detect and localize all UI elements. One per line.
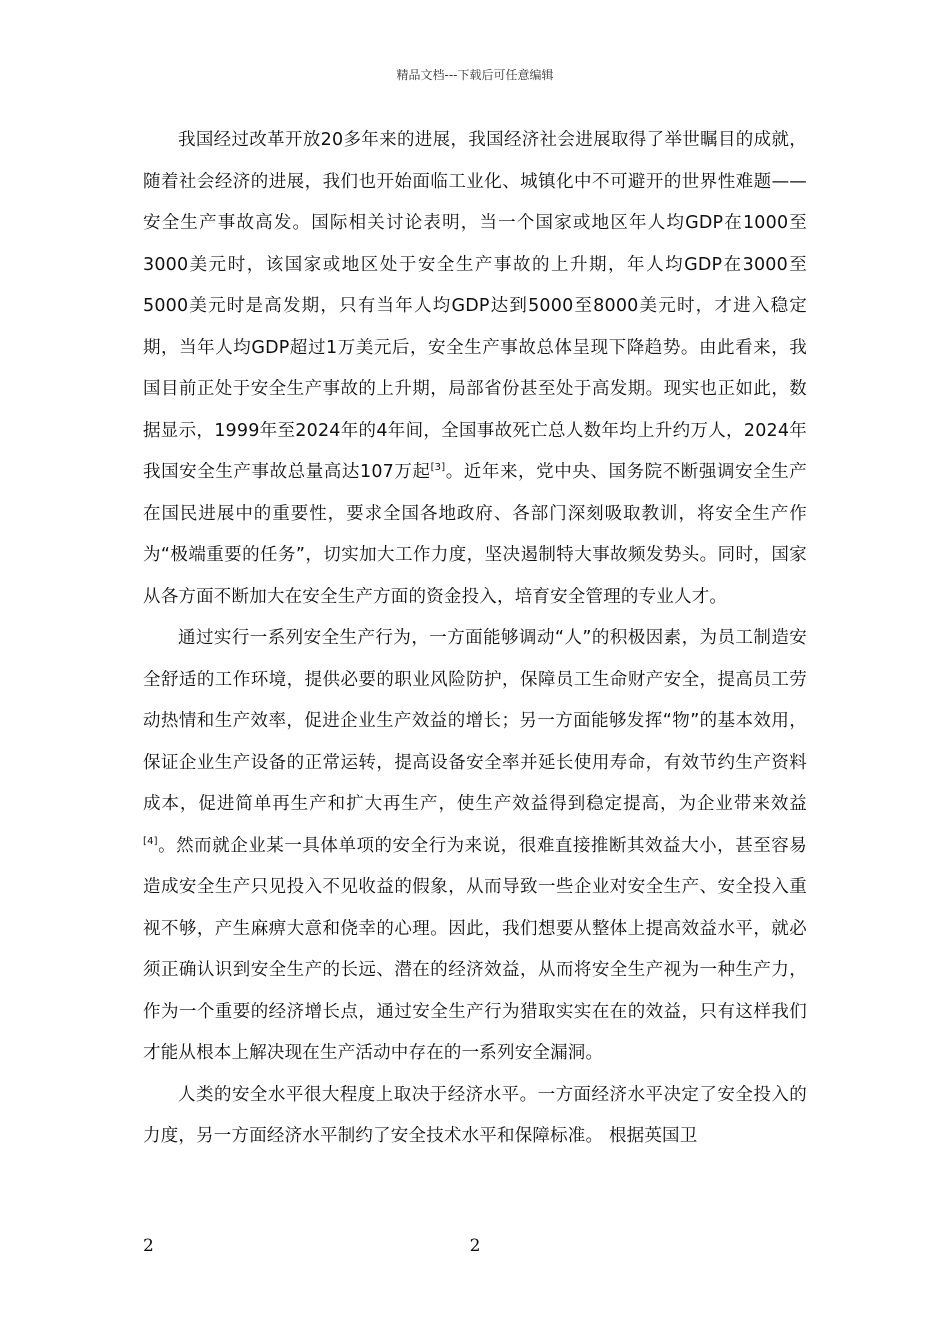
paragraph-2-text-a: 通过实行一系列安全生产行为，一方面能够调动“人”的积极因素，为员工制造安全舒适的工作环境，提供必要的职业风险防护，保障员工生命财产安全，提高员工劳动热情和生产效率，促进企业生产效益的增长；另一方面能够发挥“物”的基本效用，保证企业生产设备的正常运转，提高设备安全率并延长使用寿命，有效节约生产资料成本，促进简单再生产和扩大再生产，使生产效益得到稳定提高，为企业带来效益 bbox=[143, 628, 807, 814]
paragraph-2 bbox=[143, 618, 807, 1075]
body-text bbox=[143, 120, 807, 1158]
paragraph-3-text: 人类的安全水平很大程度上取决于经济水平。一方面经济水平决定了安全投入的力度，另一方面经济水平制约了安全技术水平和保障标准。 根据英国卫 bbox=[143, 1084, 807, 1146]
paragraph-3 bbox=[143, 1075, 807, 1158]
paragraph-1-text-b: 。近年来，党中央、国务院不断强调安全生产在国民进展中的重要性，要求全国各地政府、各部门深刻吸取教训，将安全生产作为“极端重要的任务”，切实加大工作力度，坚决遏制特大事故频发势头。同时，国家从各方面不断加大在安全生产方面的资金投入，培育安全管理的专业人才。 bbox=[143, 462, 807, 607]
footer-page-number-center: 2 bbox=[469, 1236, 481, 1256]
citation-3: [3] bbox=[430, 462, 446, 473]
citation-4: [4] bbox=[143, 835, 158, 847]
paragraph-2-text-b: 。然而就企业某一具体单项的安全行为来说，很难直接推断其效益大小，甚至容易造成安全生产只见投入不见收益的假象，从而导致一些企业对安全生产、安全投入重视不够，产生麻痹大意和侥幸的心理。因此，我们想要从整体上提高效益水平，就必须正确认识到安全生产的长远、潜在的经济效益，从而将安全生产视为一种生产力，作为一个重要的经济增长点，通过安全生产行为猎取实实在在的效益，只有这样我们才能从根本上解决现在生产活动中存在的一系列安全漏洞。 bbox=[143, 835, 807, 1063]
page-header: 精品文档---下载后可任意编辑 bbox=[396, 68, 554, 82]
paragraph-1-text-a: 我国经过改革开放20多年来的进展，我国经济社会进展取得了举世瞩目的成就，随着社会经济的进展，我们也开始面临工业化、城镇化中不可避开的世界性难题——安全生产事故高发。国际相关讨论表明，当一个国家或地区年人均GDP在1000至3000美元时，该国家或地区处于安全生产事故的上升期，年人均GDP在3000至5000美元时是高发期，只有当年人均GDP达到5000至8000美元时，才进入稳定期，当年人均GDP超过1万美元后，安全生产事故总体呈现下降趋势。由此看来，我国目前正处于安全生产事故的上升期，局部省份甚至处于高发期。现实也正如此，数据显示，1999年至2024年的4年间，全国事故死亡总人数年均上升约万人，2024年我国安全生产事故总量高达107万起 bbox=[143, 130, 807, 482]
footer-page-number-left: 2 bbox=[143, 1236, 154, 1256]
paragraph-1 bbox=[143, 120, 807, 618]
